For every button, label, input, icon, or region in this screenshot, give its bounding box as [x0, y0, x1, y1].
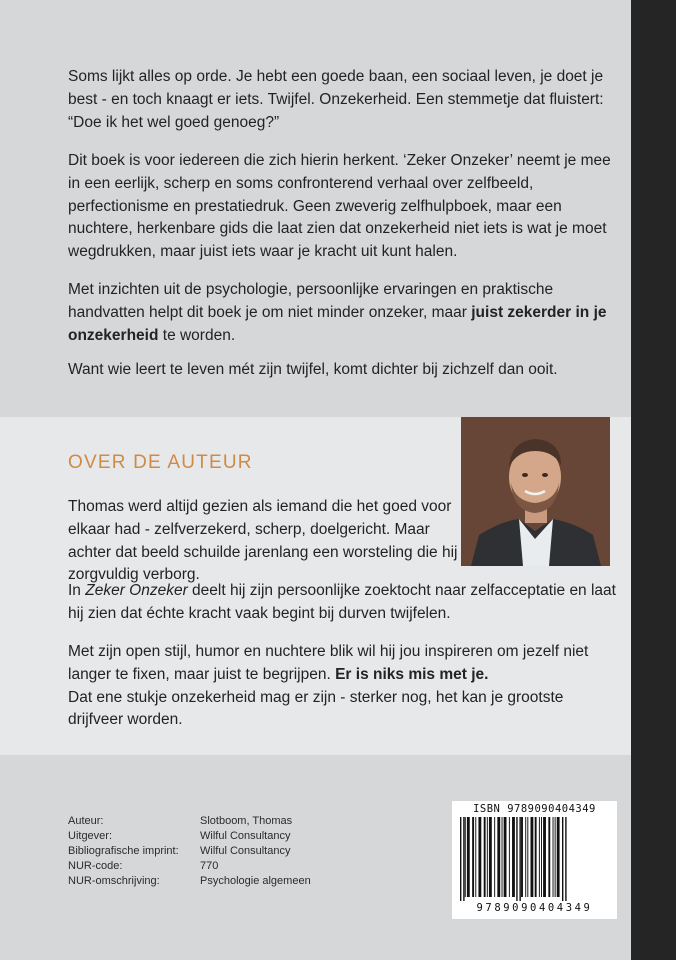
- blurb-paragraph-2: Dit boek is voor iedereen die zich hierin herkent. ‘Zeker Onzeker’ neemt je mee in een eerlijk, scherp en soms confronterend verhaal over zelfbeeld, perfectionisme en prestatiedruk. Geen zweverig zelfhulpboek, maar een nuchtere, herkenbare gids die laat zien dat onzekerheid niet iets is wat je moet wegdrukken, maar juist iets waar je kracht uit kunt halen.: [68, 152, 611, 261]
- metadata-value: Wilful Consultancy: [200, 830, 291, 842]
- book-spine: [631, 0, 676, 960]
- blurb-paragraph-3: [68, 279, 616, 347]
- author-paragraph-3-start: Met zijn open stijl, humor en nuchtere blik wil hij jou inspireren om jezelf niet langer te fixen, maar juist te begrijpen.: [68, 643, 589, 683]
- author-paragraph-2: [68, 580, 616, 626]
- metadata-label: Uitgever:: [68, 830, 113, 842]
- blurb-paragraph-1: Soms lijkt alles op orde. Je hebt een goede baan, een sociaal leven, je doet je best - en toch knaagt er iets. Twijfel. Onzekerheid. Een stemmetje dat fluistert: “Doe ik het wel goed genoeg?”: [68, 68, 604, 131]
- author-paragraph-3-bold: Er is niks mis met je.: [335, 665, 489, 683]
- blurb-paragraph-3-end: te worden.: [158, 326, 236, 344]
- author-paragraph-3-end: Dat ene stukje onzekerheid mag er zijn - sterker nog, het kan je grootste drijfveer worden.: [68, 688, 564, 729]
- book-metadata: [68, 814, 311, 889]
- metadata-value: Wilful Consultancy: [200, 845, 291, 857]
- metadata-label: NUR-omschrijving:: [68, 875, 160, 887]
- isbn-label: ISBN 9789090404349: [473, 803, 596, 815]
- author-paragraph-2-end: deelt hij zijn persoonlijke zoektocht naar zelfacceptatie en laat hij zien dat échte kracht vaak begint bij durven twijfelen.: [68, 582, 616, 622]
- blurb-paragraph-4: Want wie leert te leven mét zijn twijfel, komt dichter bij zichzelf dan ooit.: [68, 361, 558, 378]
- metadata-label: NUR-code:: [68, 860, 123, 872]
- metadata-label: Auteur:: [68, 815, 104, 827]
- metadata-row: [68, 859, 311, 874]
- metadata-row: [68, 829, 311, 844]
- author-paragraph-1: Thomas werd altijd gezien als iemand die het goed voor elkaar had - zelfverzekerd, scherp, doelgericht. Maar achter dat beeld schuilde jarenlang een worsteling die hij zorgvuldig verborg.: [68, 498, 458, 584]
- metadata-row: [68, 844, 311, 859]
- metadata-value: Slotboom, Thomas: [200, 815, 293, 827]
- metadata-row: [68, 814, 311, 829]
- isbn-digits: 9789090404349: [476, 902, 593, 914]
- author-paragraph-2-start: In: [68, 582, 86, 599]
- metadata-value: 770: [200, 860, 219, 872]
- author-photo: [461, 417, 610, 566]
- isbn-barcode: [452, 801, 617, 919]
- metadata-value: Psychologie algemeen: [200, 875, 311, 887]
- metadata-row: [68, 874, 311, 889]
- barcode-bars: [458, 817, 611, 901]
- author-paragraph-3: [68, 641, 616, 732]
- blurb-paragraph-3-bold: juist zekerder in je onzekerheid: [68, 303, 607, 344]
- blurb-paragraph-3-start: Met inzichten uit de psychologie, persoonlijke ervaringen en praktische handvatten helpt dit boek je om niet minder onzeker, maar: [68, 281, 554, 321]
- metadata-label: Bibliografische imprint:: [68, 845, 179, 857]
- author-paragraph-2-book-title: Zeker Onzeker: [85, 582, 188, 599]
- author-heading: OVER DE AUTEUR: [68, 452, 253, 473]
